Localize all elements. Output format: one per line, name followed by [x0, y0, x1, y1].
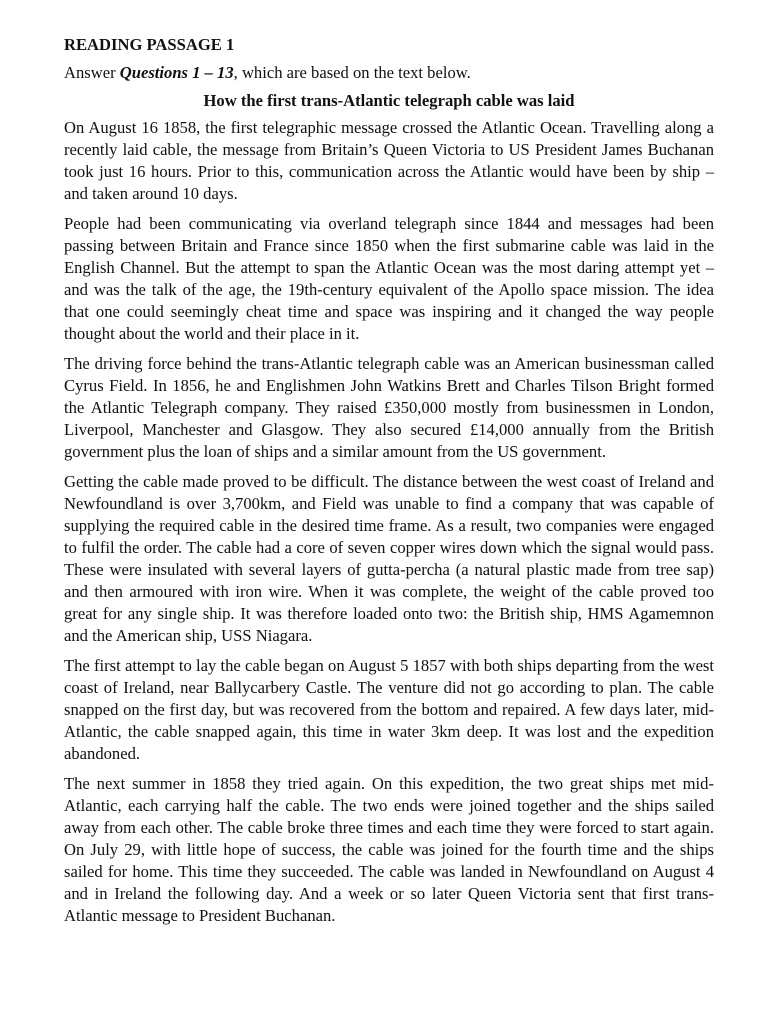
instructions: [64, 62, 714, 84]
instructions-prefix: Answer: [64, 63, 120, 82]
paragraph-6: The next summer in 1858 they tried again. On this expedition, the two great ships met mid-Atlantic, each carrying half the cable. The two ends were joined together and the ships sailed away from each other. The cable broke three times and each time they were forced to start again. On July 29, with little hope of success, the cable was joined for the fourth time and the ships sailed for home. This time they succeeded. The cable was landed in Newfoundland on August 4 and in Ireland the following day. And a week or so later Queen Victoria sent that first trans-Atlantic message to President Buchanan.: [64, 774, 714, 925]
reading-passage-page: [64, 34, 714, 935]
passage-title: How the first trans-Atlantic telegraph cable was laid: [203, 91, 575, 110]
paragraph-5: The first attempt to lay the cable began on August 5 1857 with both ships departing from the west coast of Ireland, near Ballycarbery Castle. The venture did not go according to plan. The cable snapped on the first day, but was recovered from the bottom and repaired. A few days later, mid-Atlantic, the cable snapped again, this time in water 3km deep. It was lost and the expedition abandoned.: [64, 656, 714, 763]
paragraph-3: The driving force behind the trans-Atlantic telegraph cable was an American businessman called Cyrus Field. In 1856, he and Englishmen John Watkins Brett and Charles Tilson Bright formed the Atlantic Telegraph company. They raised £350,000 mostly from businessmen in London, Liverpool, Manchester and Glasgow. They also secured £14,000 annually from the British government plus the loan of ships and a similar amount from the US government.: [64, 354, 714, 461]
paragraph-4: Getting the cable made proved to be difficult. The distance between the west coast of Ireland and Newfoundland is over 3,700km, and Field was unable to find a company that was capable of supplying the required cable in the desired time frame. As a result, two companies were engaged to fulfil the order. The cable had a core of seven copper wires down which the signal would pass. These were insulated with several layers of gutta-percha (a natural plastic made from tree sap) and then armoured with iron wire. When it was complete, the weight of the cable proved too great for any single ship. It was therefore loaded onto two: the British ship, HMS Agamemnon and the American ship, USS Niagara.: [64, 472, 714, 645]
section-heading: READING PASSAGE 1: [64, 35, 235, 54]
questions-range: Questions 1 – 13: [119, 63, 234, 82]
instructions-suffix: , which are based on the text below.: [233, 63, 471, 82]
paragraph-2: People had been communicating via overland telegraph since 1844 and messages had been passing between Britain and France since 1850 when the first submarine cable was laid in the English Channel. But the attempt to span the Atlantic Ocean was the most daring attempt yet – and was the talk of the age, the 19th-century equivalent of the Apollo space mission. The idea that one could seemingly cheat time and space was inspiring and it changed the way people thought about the world and their place in it.: [64, 214, 714, 343]
paragraph-1: On August 16 1858, the first telegraphic message crossed the Atlantic Ocean. Travelling along a recently laid cable, the message from Britain’s Queen Victoria to US President James Buchanan took just 16 hours. Prior to this, communication across the Atlantic would have been by ship – and taken around 10 days.: [64, 118, 714, 203]
